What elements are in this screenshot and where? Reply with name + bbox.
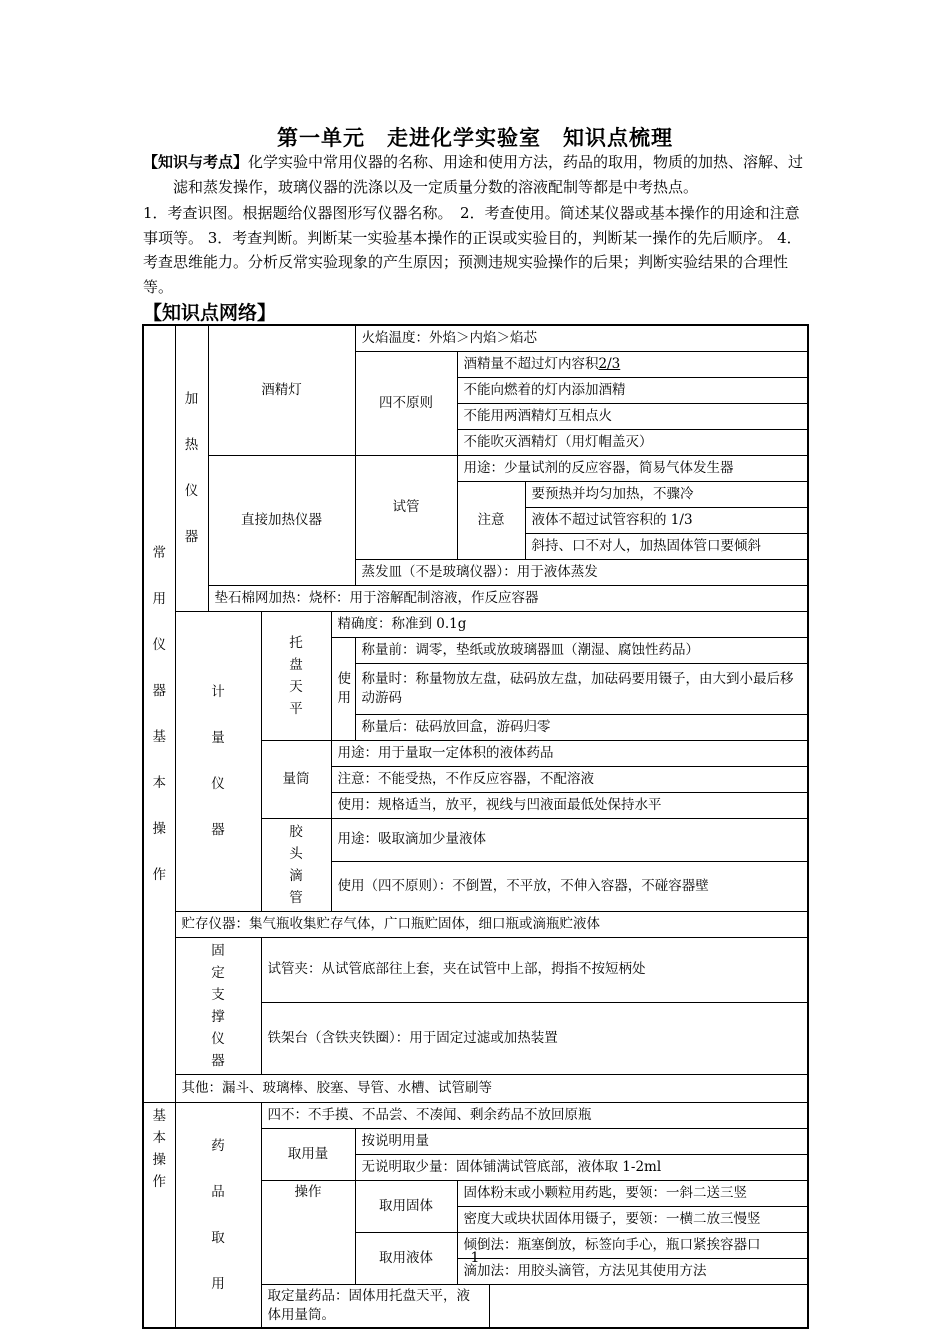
test-tube-note-3: 斜持、口不对人，加热固体管口要倾斜 <box>525 533 808 559</box>
page-number: 1 <box>470 1250 480 1266</box>
taking-solid: 取用固体 <box>355 1180 457 1232</box>
intro-label: 【知识与考点】 <box>143 153 249 171</box>
solid-rule-1: 固体粉末或小颗粒用药匙，要领：一斜二送三竖 <box>457 1180 808 1206</box>
taking-reagents: 药 品 取 用 <box>175 1102 261 1328</box>
cylinder-usage: 使用：规格适当，放平，视线与凹液面最低处保持水平 <box>331 792 808 818</box>
liquid-rule-2: 滴加法：用胶头滴管，方法见其使用方法 <box>457 1258 808 1284</box>
balance-accuracy: 精确度：称准到 0.1g <box>331 611 808 637</box>
amount-rule-1: 按说明用量 <box>355 1128 808 1154</box>
taking-amount: 取用量 <box>261 1128 355 1180</box>
fixed-amount: 取定量药品：固体用托盘天平，液体用量筒。 <box>261 1284 489 1328</box>
graduated-cylinder: 量筒 <box>261 740 331 818</box>
four-no-principle: 四不原则 <box>355 351 457 455</box>
cylinder-note: 注意：不能受热，不作反应容器，不配溶液 <box>331 766 808 792</box>
knowledge-table <box>142 324 809 1329</box>
lamp-rule-4: 不能吹灭酒精灯（用灯帽盖灭） <box>457 429 808 455</box>
balance-before: 称量前：调零，垫纸或放玻璃器皿（潮湿、腐蚀性药品） <box>355 637 808 663</box>
taking-liquid: 取用液体 <box>355 1232 457 1284</box>
heating-instruments: 加 热 仪 器 <box>175 325 208 611</box>
dropper: 胶 头 滴 管 <box>261 818 331 911</box>
tray-balance: 托 盘 天 平 <box>261 611 331 740</box>
balance-after: 称量后：砝码放回盒，游码归零 <box>355 714 808 740</box>
solid-rule-2: 密度大或块状固体用镊子，要领：一横二放三慢竖 <box>457 1206 808 1232</box>
test-tube: 试管 <box>355 455 457 559</box>
direct-heating-instruments: 直接加热仪器 <box>208 455 355 585</box>
network-heading: 【知识点网络】 <box>143 302 277 324</box>
support-instruments: 固 定 支 撑 仪 器 <box>175 937 261 1074</box>
test-tube-attention: 注意 <box>457 481 525 559</box>
balance-usage: 使用 <box>331 637 355 740</box>
amount-rule-2: 无说明取少量：固体铺满试管底部，液体取 1-2ml <box>355 1154 808 1180</box>
section-basic-operations: 基 本 操 作 <box>143 1102 175 1328</box>
liquid-rule-1: 倾倒法：瓶塞倒放，标签向手心，瓶口紧挨容器口 <box>457 1232 808 1258</box>
page-title: 第一单元 走进化学实验室 知识点梳理 <box>277 125 673 150</box>
section-common-instruments: 常 用 仪 器 基 本 操 作 <box>143 325 175 1102</box>
lamp-rule-3: 不能用两酒精灯互相点火 <box>457 403 808 429</box>
lamp-rule-1-text: 酒精量不超过灯内容积 <box>463 355 599 372</box>
test-tube-note-1: 要预热并均匀加热，不骤冷 <box>525 481 808 507</box>
balance-during: 称量时：称量物放左盘，砝码放左盘，加砝码要用镊子，由大到小最后移动游码 <box>355 663 808 714</box>
test-tube-note-2: 液体不超过试管容积的 1/3 <box>525 507 808 533</box>
measuring-instruments: 计 量 仪 器 <box>175 611 261 911</box>
flame-temperature: 火焰温度：外焰＞内焰＞焰芯 <box>355 325 808 351</box>
test-tube-use: 用途：少量试剂的反应容器，简易气体发生器 <box>457 455 808 481</box>
lamp-rule-1 <box>457 351 808 377</box>
exam-points: 1．考查识图。根据题给仪器图形写仪器名称。 2．考查使用。简述某仪器或基本操作的用途和注意事项等。 3．考查判断。判断某一实验基本操作的正误或实验目的，判断某一操作的先后顺序。 4．考查思维能力。分析反常实验现象的产生原因；预测违规实验操作的后果；判断实验结果的合理性等。 <box>143 204 802 296</box>
alcohol-lamp: 酒精灯 <box>208 325 355 455</box>
other-instruments: 其他：漏斗、玻璃棒、胶塞、导管、水槽、试管刷等 <box>175 1074 808 1102</box>
lamp-rule-2: 不能向燃着的灯内添加酒精 <box>457 377 808 403</box>
four-no-rule: 四不：不手摸、不品尝、不凑闻、剩余药品不放回原瓶 <box>261 1102 808 1128</box>
evaporating-dish: 蒸发皿（不是玻璃仪器）：用于液体蒸发 <box>355 559 808 585</box>
intro-text: 化学实验中常用仪器的名称、用途和使用方法，药品的取用，物质的加热、溶解、过滤和蒸发操作，玻璃仪器的洗涤以及一定质量分数的溶液配制等都是中考热点。 <box>173 153 804 196</box>
test-tube-clamp: 试管夹：从试管底部往上套，夹在试管中上部，拇指不按短柄处 <box>261 937 808 1003</box>
iron-stand: 铁架台（含铁夹铁圈）：用于固定过滤或加热装置 <box>261 1003 808 1074</box>
cylinder-use: 用途：用于量取一定体积的液体药品 <box>331 740 808 766</box>
storage-instruments: 贮存仪器：集气瓶收集贮存气体，广口瓶贮固体，细口瓶或滴瓶贮液体 <box>175 911 808 937</box>
dropper-usage: 使用（四不原则）：不倒置，不平放，不伸入容器，不碰容器壁 <box>331 861 808 911</box>
operation: 操作 <box>261 1180 355 1284</box>
lamp-rule-1-fraction: 2/3 <box>598 355 621 372</box>
intro-paragraph <box>143 150 815 199</box>
asbestos-gauze-heating: 垫石棉网加热：烧杯：用于溶解配制溶液，作反应容器 <box>208 585 808 611</box>
dropper-use: 用途：吸取滴加少量液体 <box>331 818 808 861</box>
